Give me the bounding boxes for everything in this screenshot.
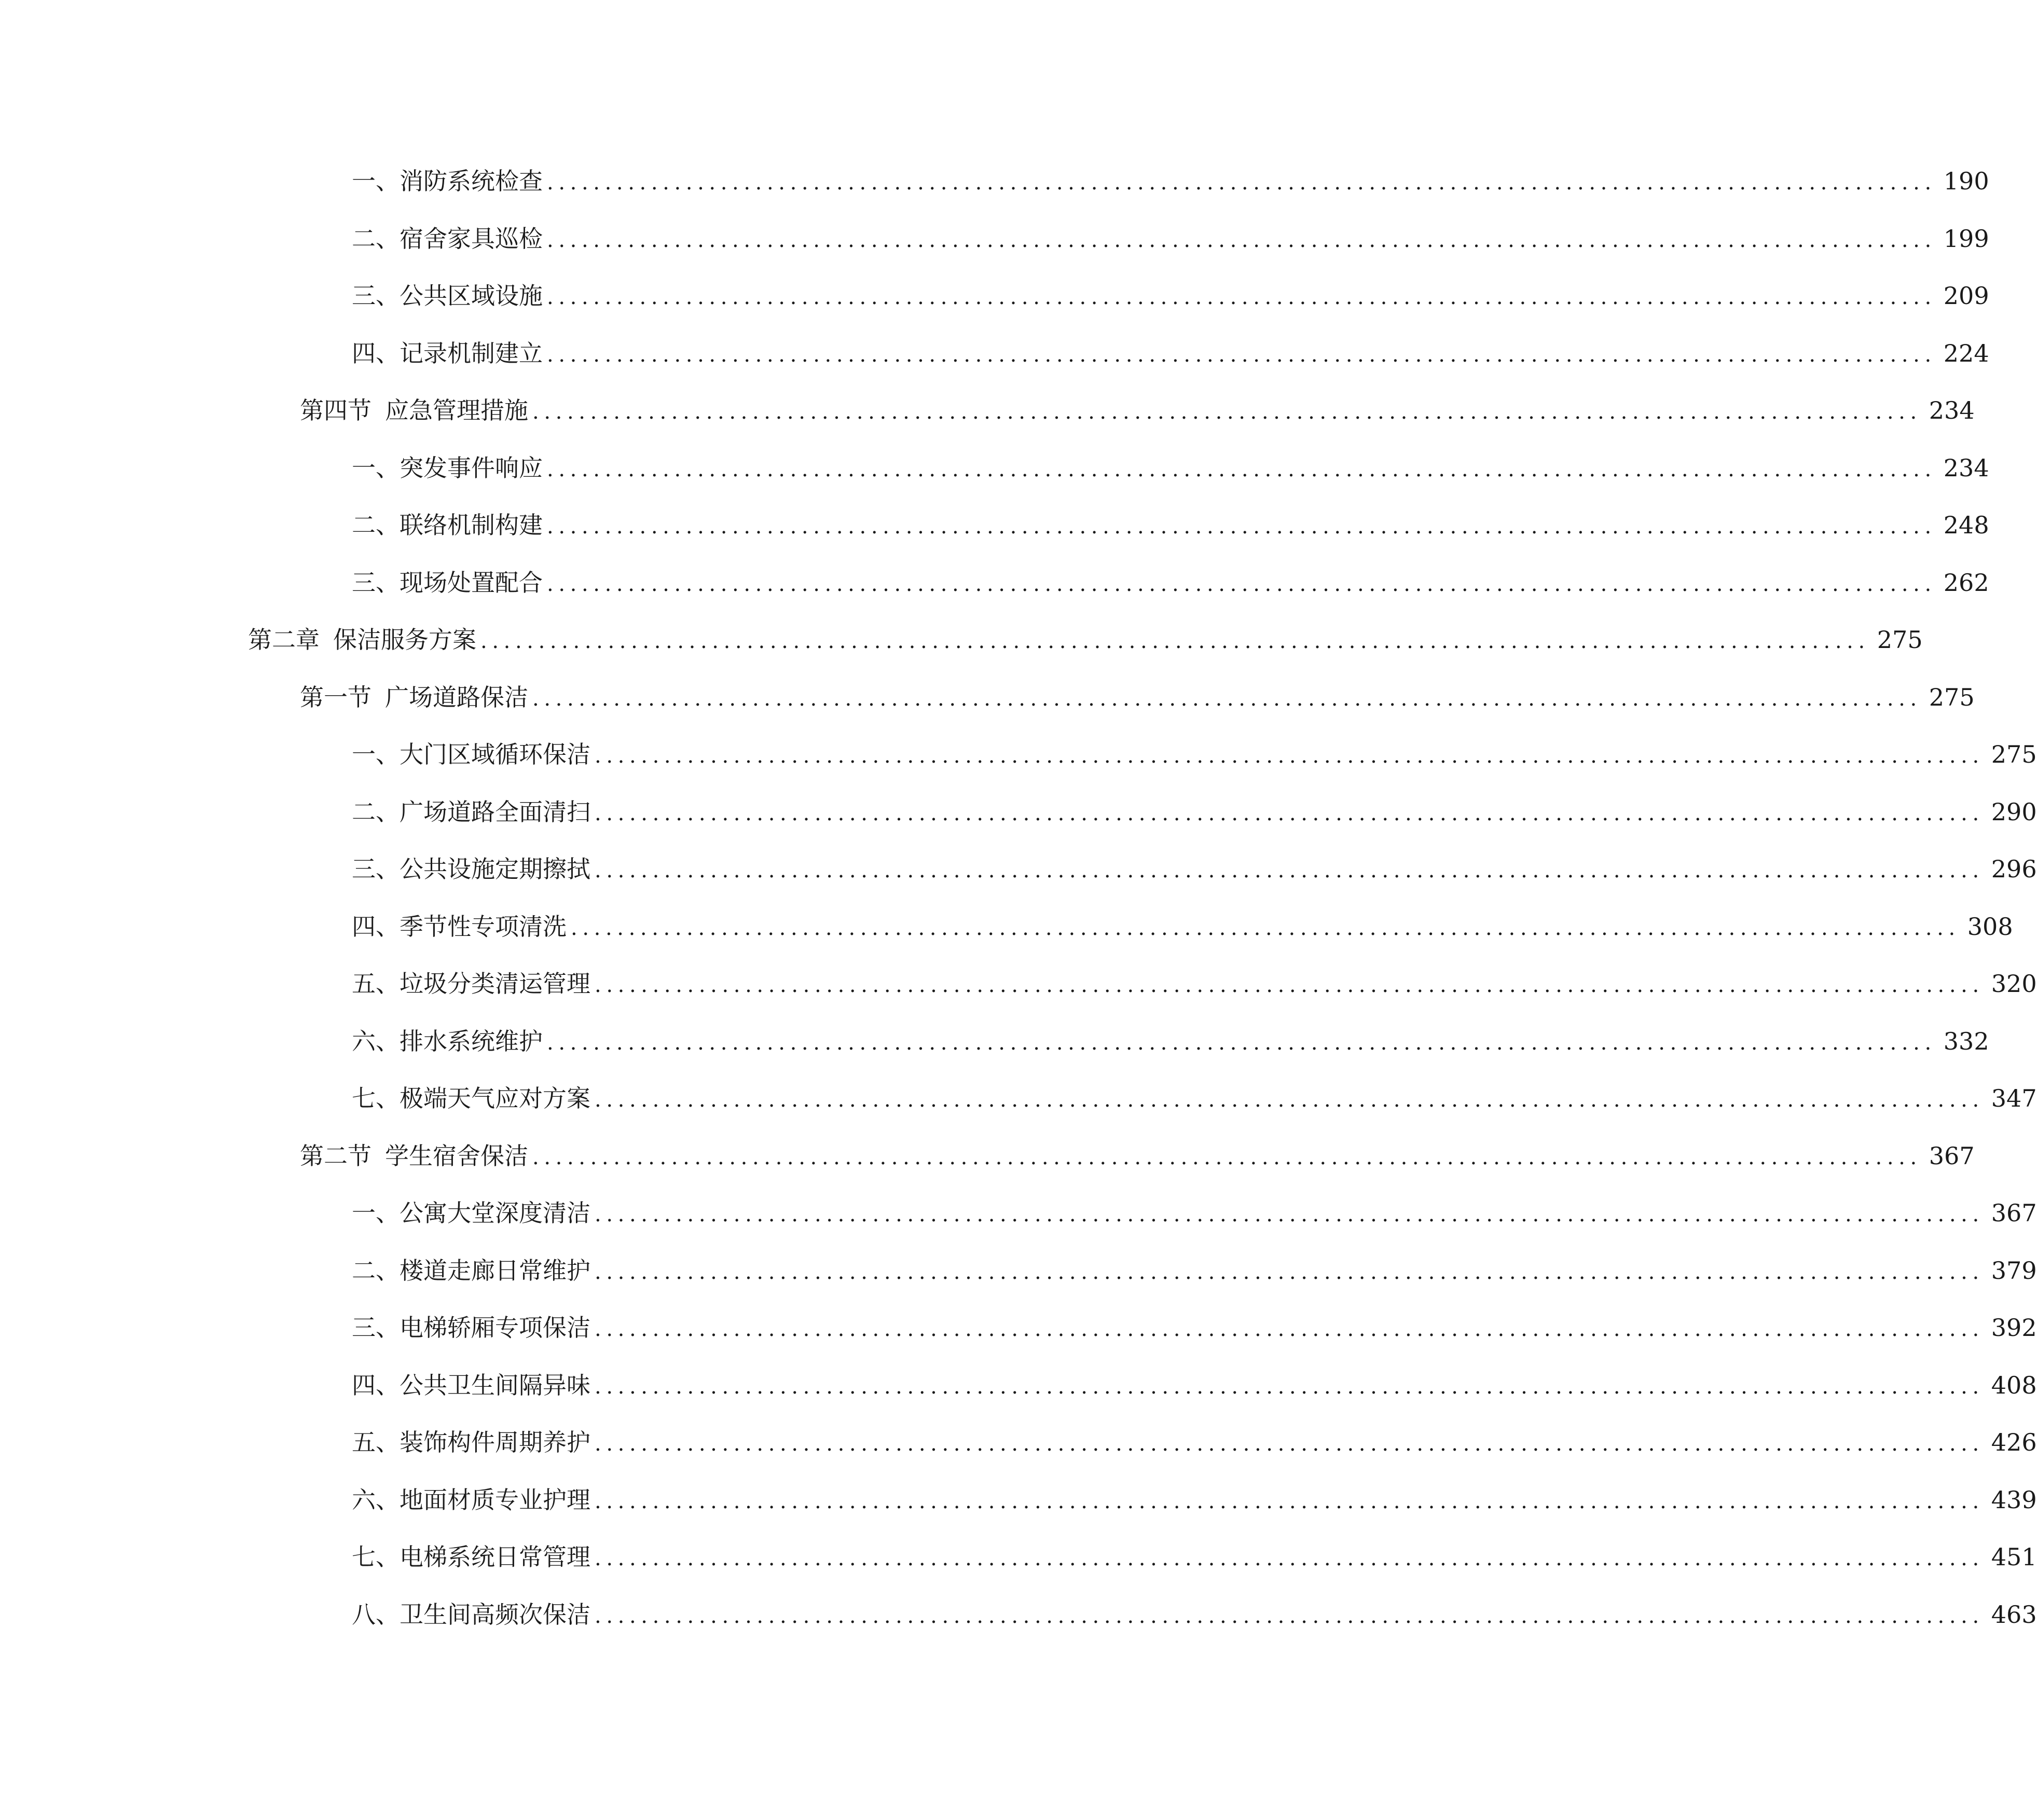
toc-entry-title: 记录机制建立 xyxy=(400,339,543,367)
toc-row xyxy=(0,794,2037,851)
toc-entry-number: 三、 xyxy=(352,568,400,597)
toc-entry-link[interactable] xyxy=(300,679,1975,715)
toc-entry-title: 公共设施定期擦拭 xyxy=(400,855,590,883)
toc-entry-number: 三、 xyxy=(352,282,400,310)
toc-row xyxy=(0,1138,1975,1195)
toc-entry-title: 电梯系统日常管理 xyxy=(400,1543,590,1571)
toc-entry-link[interactable] xyxy=(352,851,2037,887)
toc-entry-link[interactable] xyxy=(352,1482,2037,1518)
toc-page-number: 426 xyxy=(1991,1428,2037,1456)
table-of-contents xyxy=(0,163,2037,1653)
toc-entry-title: 季节性专项清洗 xyxy=(400,912,567,941)
toc-entry-number: 第二章 xyxy=(248,626,320,654)
toc-page-number: 190 xyxy=(1943,167,1989,195)
toc-page-number: 308 xyxy=(1967,912,2013,941)
toc-entry-title: 联络机制构建 xyxy=(400,511,543,539)
toc-dot-leader: ........................................................................................................................ xyxy=(547,572,1936,596)
toc-page-number: 262 xyxy=(1943,568,1989,597)
toc-page-number: 209 xyxy=(1943,282,1989,310)
toc-entry-title: 大门区域循环保洁 xyxy=(400,740,590,768)
toc-dot-leader: ........................................................................................................................ xyxy=(480,629,1870,653)
toc-page-number: 248 xyxy=(1943,511,1989,539)
toc-row xyxy=(0,1539,2037,1596)
toc-dot-leader: ........................................................................................................................ xyxy=(547,1030,1936,1055)
toc-page-number: 320 xyxy=(1991,970,2037,998)
toc-dot-leader: ........................................................................................................................ xyxy=(532,400,1922,424)
toc-dot-leader: ........................................................................................................................ xyxy=(595,1432,1984,1456)
toc-entry-link[interactable] xyxy=(352,1309,2037,1346)
toc-page-number: 199 xyxy=(1943,224,1989,253)
toc-entry-title: 宿舍家具巡检 xyxy=(400,224,543,253)
toc-page-number: 367 xyxy=(1991,1199,2037,1227)
toc-row xyxy=(0,1023,1989,1081)
toc-page-number: 296 xyxy=(1991,855,2037,883)
toc-entry-title: 保洁服务方案 xyxy=(333,626,476,654)
toc-entry-number: 七、 xyxy=(352,1084,400,1112)
toc-entry-link[interactable] xyxy=(352,220,1989,257)
toc-entry-title: 广场道路全面清扫 xyxy=(400,797,590,826)
toc-row xyxy=(0,1309,2037,1367)
toc-row xyxy=(0,335,1989,393)
toc-dot-leader: ........................................................................................................................ xyxy=(547,457,1936,481)
toc-entry-title: 现场处置配合 xyxy=(400,568,543,597)
toc-entry-number: 五、 xyxy=(352,970,400,998)
toc-row xyxy=(0,679,1975,737)
toc-dot-leader: ........................................................................................................................ xyxy=(547,515,1936,539)
toc-page-number: 408 xyxy=(1991,1371,2037,1399)
toc-row xyxy=(0,450,1989,507)
toc-dot-leader: ........................................................................................................................ xyxy=(595,1489,1984,1513)
toc-entry-link[interactable] xyxy=(352,1424,2037,1460)
toc-entry-number: 七、 xyxy=(352,1543,400,1571)
toc-page-number: 234 xyxy=(1943,453,1989,482)
toc-row xyxy=(0,622,1923,679)
toc-page-number: 392 xyxy=(1991,1314,2037,1342)
toc-entry-link[interactable] xyxy=(352,1195,2037,1231)
toc-entry-number: 二、 xyxy=(352,224,400,253)
toc-entry-link[interactable] xyxy=(352,450,1989,486)
toc-row xyxy=(0,163,1989,220)
toc-page-number: 224 xyxy=(1943,339,1989,367)
toc-row xyxy=(0,966,2037,1023)
toc-page-number: 290 xyxy=(1991,797,2037,826)
toc-entry-link[interactable] xyxy=(352,1539,2037,1575)
toc-page-number: 439 xyxy=(1991,1485,2037,1514)
toc-row xyxy=(0,1367,2037,1425)
toc-entry-title: 消防系统检查 xyxy=(400,167,543,195)
toc-entry-link[interactable] xyxy=(352,1080,2037,1116)
toc-dot-leader: ........................................................................................................................ xyxy=(595,744,1984,768)
toc-page-number: 275 xyxy=(1991,740,2037,768)
toc-entry-number: 四、 xyxy=(352,1371,400,1399)
toc-row xyxy=(0,564,1989,622)
toc-entry-link[interactable] xyxy=(300,392,1975,429)
toc-entry-link[interactable] xyxy=(300,1138,1975,1174)
toc-entry-number: 八、 xyxy=(352,1600,400,1629)
toc-entry-number: 三、 xyxy=(352,855,400,883)
toc-entry-number: 一、 xyxy=(352,740,400,768)
toc-row xyxy=(0,392,1975,450)
toc-entry-number: 二、 xyxy=(352,797,400,826)
toc-entry-number: 一、 xyxy=(352,167,400,195)
toc-row xyxy=(0,1195,2037,1252)
toc-entry-link[interactable] xyxy=(352,736,2037,773)
toc-entry-title: 应急管理措施 xyxy=(385,396,528,424)
toc-dot-leader: ........................................................................................................................ xyxy=(547,342,1936,367)
toc-entry-number: 第二节 xyxy=(300,1141,371,1170)
toc-dot-leader: ........................................................................................................................ xyxy=(547,171,1936,195)
toc-entry-number: 四、 xyxy=(352,912,400,941)
toc-entry-number: 第一节 xyxy=(300,683,371,711)
toc-entry-title: 地面材质专业护理 xyxy=(400,1485,590,1514)
toc-row xyxy=(0,736,2037,794)
toc-row xyxy=(0,278,1989,335)
toc-dot-leader: ........................................................................................................................ xyxy=(595,1088,1984,1112)
toc-entry-link[interactable] xyxy=(352,1252,2037,1289)
toc-row xyxy=(0,1252,2037,1310)
toc-row xyxy=(0,507,1989,564)
toc-entry-title: 学生宿舍保洁 xyxy=(385,1141,528,1170)
toc-entry-title: 广场道路保洁 xyxy=(385,683,528,711)
toc-entry-number: 二、 xyxy=(352,1256,400,1285)
toc-entry-number: 一、 xyxy=(352,453,400,482)
toc-page-number: 451 xyxy=(1991,1543,2037,1571)
toc-entry-title: 公共区域设施 xyxy=(400,282,543,310)
toc-entry-number: 三、 xyxy=(352,1314,400,1342)
toc-entry-number: 六、 xyxy=(352,1027,400,1055)
toc-dot-leader: ........................................................................................................................ xyxy=(532,1145,1922,1169)
toc-entry-link[interactable] xyxy=(352,1596,2037,1633)
toc-entry-link[interactable] xyxy=(352,507,1989,543)
toc-row xyxy=(0,851,2037,908)
toc-entry-link[interactable] xyxy=(352,1367,2037,1403)
toc-row xyxy=(0,908,2013,966)
toc-page-number: 275 xyxy=(1877,626,1923,654)
toc-dot-leader: ........................................................................................................................ xyxy=(532,686,1922,711)
toc-dot-leader: ........................................................................................................................ xyxy=(595,1547,1984,1570)
toc-dot-leader: ........................................................................................................................ xyxy=(595,1604,1984,1628)
toc-entry-number: 二、 xyxy=(352,511,400,539)
toc-entry-link[interactable] xyxy=(352,966,2037,1002)
toc-entry-link[interactable] xyxy=(352,1023,1989,1059)
toc-row xyxy=(0,1080,2037,1138)
toc-dot-leader: ........................................................................................................................ xyxy=(571,916,1960,940)
toc-entry-link[interactable] xyxy=(352,908,2013,945)
toc-entry-number: 五、 xyxy=(352,1428,400,1456)
toc-entry-link[interactable] xyxy=(352,794,2037,830)
toc-entry-title: 楼道走廊日常维护 xyxy=(400,1256,590,1285)
toc-dot-leader: ........................................................................................................................ xyxy=(595,973,1984,997)
toc-entry-title: 装饰构件周期养护 xyxy=(400,1428,590,1456)
toc-page-number: 367 xyxy=(1929,1141,1975,1170)
toc-entry-link[interactable] xyxy=(352,564,1989,601)
toc-dot-leader: ........................................................................................................................ xyxy=(595,1203,1984,1226)
toc-dot-leader: ........................................................................................................................ xyxy=(547,228,1936,252)
toc-entry-number: 第四节 xyxy=(300,396,371,424)
toc-entry-title: 排水系统维护 xyxy=(400,1027,543,1055)
toc-entry-number: 一、 xyxy=(352,1199,400,1227)
toc-dot-leader: ........................................................................................................................ xyxy=(595,801,1984,825)
toc-row xyxy=(0,1596,2037,1654)
toc-entry-link[interactable] xyxy=(248,622,1923,658)
toc-entry-link[interactable] xyxy=(352,278,1989,314)
toc-page-number: 234 xyxy=(1929,396,1975,424)
toc-row xyxy=(0,1482,2037,1539)
toc-dot-leader: ........................................................................................................................ xyxy=(595,859,1984,883)
toc-row xyxy=(0,1424,2037,1482)
toc-dot-leader: ........................................................................................................................ xyxy=(547,285,1936,309)
toc-page-number: 275 xyxy=(1929,683,1975,711)
toc-entry-title: 突发事件响应 xyxy=(400,453,543,482)
toc-entry-number: 六、 xyxy=(352,1485,400,1514)
toc-entry-title: 公共卫生间隔异味 xyxy=(400,1371,590,1399)
toc-entry-title: 电梯轿厢专项保洁 xyxy=(400,1314,590,1342)
toc-entry-title: 垃圾分类清运管理 xyxy=(400,970,590,998)
toc-page-number: 347 xyxy=(1991,1084,2037,1112)
toc-entry-title: 公寓大堂深度清洁 xyxy=(400,1199,590,1227)
toc-dot-leader: ........................................................................................................................ xyxy=(595,1317,1984,1341)
toc-dot-leader: ........................................................................................................................ xyxy=(595,1374,1984,1399)
toc-row xyxy=(0,220,1989,278)
toc-entry-number: 四、 xyxy=(352,339,400,367)
toc-entry-link[interactable] xyxy=(352,163,1989,199)
toc-page-number: 379 xyxy=(1991,1256,2037,1285)
toc-entry-title: 极端天气应对方案 xyxy=(400,1084,590,1112)
toc-page-number: 463 xyxy=(1991,1600,2037,1629)
toc-page-number: 332 xyxy=(1943,1027,1989,1055)
toc-dot-leader: ........................................................................................................................ xyxy=(595,1260,1984,1284)
toc-entry-title: 卫生间高频次保洁 xyxy=(400,1600,590,1629)
toc-entry-link[interactable] xyxy=(352,335,1989,371)
